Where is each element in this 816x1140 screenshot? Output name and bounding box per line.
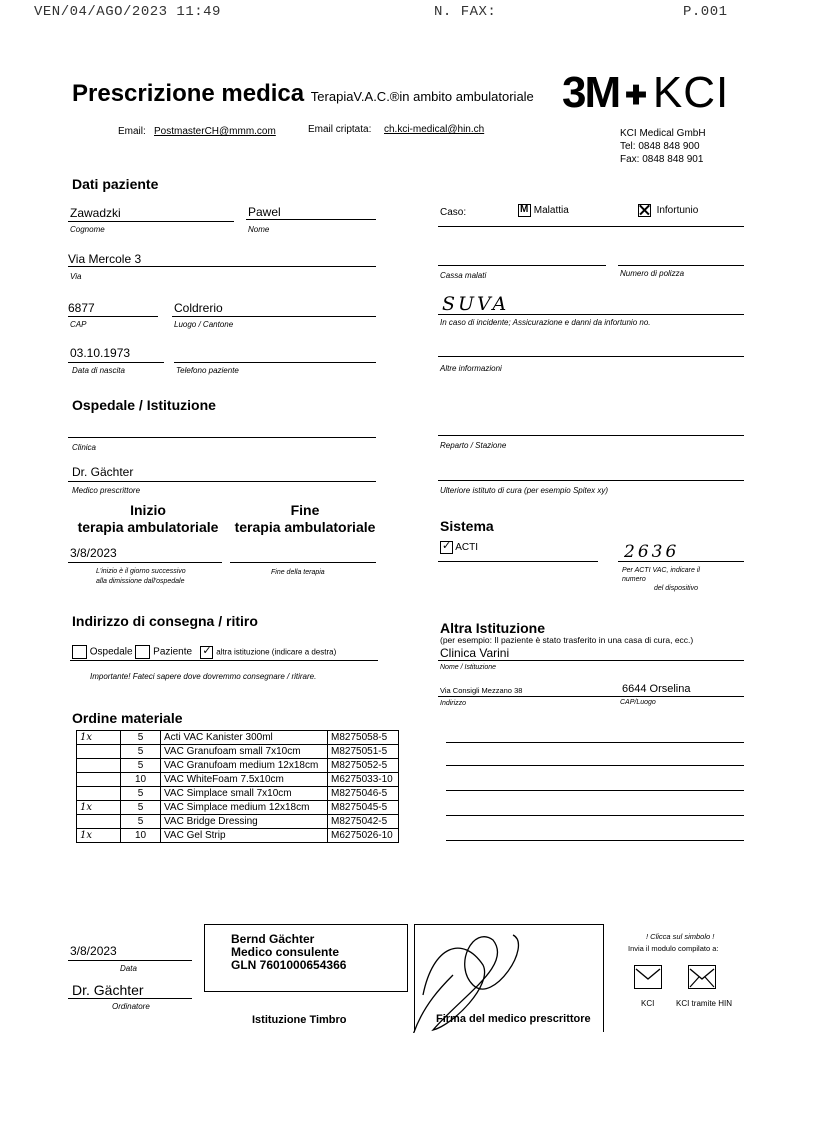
start-note-2: alla dimissione dall'ospedale bbox=[96, 578, 185, 585]
email-enc-label: Email criptata: bbox=[308, 124, 372, 135]
city-line bbox=[172, 316, 376, 317]
start-title-1: Inizio bbox=[130, 502, 166, 518]
send-note-1: ! Clicca sul simbolo ! bbox=[646, 932, 715, 941]
extra-line-4 bbox=[446, 815, 744, 816]
order-code: M8275045-5 bbox=[328, 801, 399, 815]
delivery-hospital-checkbox[interactable] bbox=[72, 645, 87, 659]
phone-line bbox=[174, 362, 376, 363]
title-sub: TerapiaV.A.C.®in ambito ambulatoriale bbox=[310, 89, 534, 104]
order-code: M6275026-10 bbox=[328, 829, 399, 843]
signature-label: Firma del medico prescrittore bbox=[436, 1013, 591, 1025]
email-link[interactable]: PostmasterCH@mmm.com bbox=[154, 126, 276, 137]
department-line bbox=[438, 435, 744, 436]
patient-section-title: Dati paziente bbox=[72, 176, 159, 192]
order-qty[interactable] bbox=[77, 815, 121, 829]
order-code: M8275051-5 bbox=[328, 745, 399, 759]
company-fax: Fax: 0848 848 901 bbox=[620, 154, 704, 165]
other-institution-name[interactable]: Clinica Varini bbox=[440, 646, 510, 660]
other-institution-title: Altra Istituzione bbox=[440, 620, 546, 636]
order-pack: 5 bbox=[121, 731, 161, 745]
surname-line bbox=[68, 221, 234, 222]
table-row bbox=[77, 759, 399, 773]
table-row bbox=[77, 787, 399, 801]
insurer-label: In caso di incidente; Assicurazione e danni da infortunio no. bbox=[440, 318, 651, 327]
company-tel: Tel: 0848 848 900 bbox=[620, 141, 700, 152]
other-institution-address[interactable]: Via Consigli Mezzano 38 bbox=[440, 686, 523, 695]
extra-line-1 bbox=[446, 742, 744, 743]
fax-page: P.001 bbox=[683, 4, 728, 20]
patient-surname[interactable]: Zawadzki bbox=[70, 206, 121, 220]
phone-label: Telefono paziente bbox=[176, 366, 239, 375]
insurer-line bbox=[438, 314, 744, 315]
order-code: M8275052-5 bbox=[328, 759, 399, 773]
clinic-line bbox=[68, 437, 376, 438]
other-zip-city-label: CAP/Luogo bbox=[620, 699, 656, 706]
delivery-section-title: Indirizzo di consegna / ritiro bbox=[72, 613, 258, 629]
order-item: VAC Simplace small 7x10cm bbox=[161, 787, 328, 801]
footer-prescriber-label: Ordinatore bbox=[112, 1002, 150, 1011]
order-qty[interactable]: 1x bbox=[77, 829, 121, 843]
title-main: Prescrizione medica bbox=[72, 80, 305, 107]
order-qty[interactable] bbox=[77, 759, 121, 773]
patient-birthdate[interactable]: 03.10.1973 bbox=[70, 346, 131, 360]
email-label: Email: bbox=[118, 126, 146, 137]
device-note bbox=[622, 566, 700, 593]
kci-label: KCI bbox=[641, 999, 655, 1008]
delivery-other-label: altra istituzione (indicare a destra) bbox=[216, 647, 337, 657]
doctor-label: Medico prescrittore bbox=[72, 486, 141, 495]
name-label: Nome bbox=[248, 225, 270, 234]
zip-label: CAP bbox=[70, 320, 87, 329]
other-info-line bbox=[438, 356, 744, 357]
insurance-label: Cassa malati bbox=[440, 271, 487, 280]
name-line bbox=[246, 219, 376, 220]
orders-table bbox=[76, 730, 399, 843]
footer-date[interactable]: 3/8/2023 bbox=[70, 944, 117, 958]
fax-number: N. FAX: bbox=[434, 4, 497, 20]
table-row bbox=[77, 829, 399, 843]
order-item: VAC Gel Strip bbox=[161, 829, 328, 843]
other-name-line bbox=[438, 660, 744, 661]
device-note-3: del dispositivo bbox=[654, 585, 698, 592]
table-row bbox=[77, 815, 399, 829]
other-address-line bbox=[438, 696, 744, 697]
further-line bbox=[438, 480, 744, 481]
stamp-label: Istituzione Timbro bbox=[252, 1014, 347, 1026]
delivery-patient-label: Paziente bbox=[153, 646, 193, 658]
end-title-2: terapia ambulatoriale bbox=[234, 519, 376, 535]
order-qty[interactable] bbox=[77, 745, 121, 759]
device-note-2: numero bbox=[622, 576, 646, 583]
send-note-2: Invia il modulo compilato a: bbox=[628, 944, 719, 953]
stamp-line-2: Medico consulente bbox=[231, 945, 340, 959]
other-address-label: Indirizzo bbox=[440, 700, 467, 707]
order-qty[interactable]: 1x bbox=[77, 731, 121, 745]
delivery-note: Importante! Fateci sapere dove dovremmo consegnare / ritirare. bbox=[90, 672, 317, 681]
hin-label: KCI tramite HIN bbox=[676, 999, 733, 1008]
order-item: VAC WhiteFoam 7.5x10cm bbox=[161, 773, 328, 787]
case-illness[interactable] bbox=[518, 204, 569, 217]
email-enc-link[interactable]: ch.kci-medical@hin.ch bbox=[384, 124, 485, 135]
therapy-start-date[interactable]: 3/8/2023 bbox=[70, 546, 117, 560]
device-note-1: Per ACTI VAC, indicare il bbox=[622, 567, 700, 574]
footer-prescriber-line bbox=[68, 998, 192, 999]
policy-line bbox=[618, 265, 744, 266]
hospital-doctor[interactable]: Dr. Gächter bbox=[72, 465, 134, 479]
patient-street[interactable]: Via Mercole 3 bbox=[68, 252, 142, 266]
case-accident[interactable] bbox=[638, 204, 698, 217]
order-code: M8275058-5 bbox=[328, 731, 399, 745]
order-qty[interactable] bbox=[77, 773, 121, 787]
footer-date-label: Data bbox=[120, 964, 137, 973]
order-item: VAC Simplace medium 12x18cm bbox=[161, 801, 328, 815]
order-pack: 5 bbox=[121, 815, 161, 829]
order-pack: 5 bbox=[121, 759, 161, 773]
street-label: Via bbox=[70, 272, 82, 281]
further-label: Ulteriore istituto di cura (per esempio Spitex xy) bbox=[440, 486, 609, 495]
extra-line-2 bbox=[446, 765, 744, 766]
order-qty[interactable] bbox=[77, 787, 121, 801]
start-note bbox=[96, 567, 186, 587]
other-info-label: Altre informazioni bbox=[440, 364, 502, 373]
page-title bbox=[72, 80, 534, 108]
device-number[interactable]: 2636 bbox=[624, 542, 680, 562]
footer-date-line bbox=[68, 960, 192, 961]
birthdate-line bbox=[68, 362, 164, 363]
table-row bbox=[77, 731, 399, 745]
patient-name[interactable]: Pawel bbox=[248, 205, 281, 219]
birthdate-label: Data di nascita bbox=[72, 366, 125, 375]
case-label: Caso: bbox=[440, 207, 467, 218]
therapy-start-title bbox=[76, 502, 220, 536]
company-name: KCI Medical GmbH bbox=[620, 128, 706, 139]
insurance-line bbox=[438, 265, 606, 266]
hospital-section-title: Ospedale / Istituzione bbox=[72, 397, 216, 413]
order-item: Acti VAC Kanister 300ml bbox=[161, 731, 328, 745]
order-pack: 10 bbox=[121, 829, 161, 843]
end-note: Fine della terapia bbox=[271, 569, 325, 576]
stamp-line-1: Bernd Gächter bbox=[231, 932, 315, 946]
logo-kci: KCI bbox=[652, 68, 730, 117]
order-qty[interactable]: 1x bbox=[77, 801, 121, 815]
order-pack: 5 bbox=[121, 745, 161, 759]
policy-label: Numero di polizza bbox=[620, 269, 685, 278]
plus-icon: ✚ bbox=[625, 79, 647, 110]
table-row bbox=[77, 745, 399, 759]
clinic-label: Clinica bbox=[72, 443, 97, 452]
department-label: Reparto / Stazione bbox=[440, 441, 507, 450]
delivery-hospital-label: Ospedale bbox=[89, 646, 133, 658]
street-line bbox=[68, 266, 376, 267]
delivery-patient-checkbox[interactable] bbox=[135, 645, 150, 659]
system-section-title: Sistema bbox=[440, 518, 494, 534]
orders-section-title: Ordine materiale bbox=[72, 710, 183, 726]
delivery-line bbox=[70, 660, 378, 661]
accident-label: Infortunio bbox=[656, 205, 699, 217]
kci-mail-icon[interactable] bbox=[634, 965, 662, 989]
city-label: Luogo / Cantone bbox=[174, 320, 234, 329]
order-code: M8275046-5 bbox=[328, 787, 399, 801]
case-line bbox=[438, 226, 744, 227]
hin-mail-icon[interactable] bbox=[688, 965, 716, 989]
order-item: VAC Bridge Dressing bbox=[161, 815, 328, 829]
order-code: M6275033-10 bbox=[328, 773, 399, 787]
order-pack: 5 bbox=[121, 787, 161, 801]
order-code: M8275042-5 bbox=[328, 815, 399, 829]
patient-zip[interactable]: 6877 bbox=[68, 301, 95, 315]
start-title-2: terapia ambulatoriale bbox=[77, 519, 219, 535]
brand-logo bbox=[562, 68, 729, 118]
insurer-value[interactable]: SUVA bbox=[442, 293, 510, 315]
end-date-line bbox=[230, 562, 376, 563]
fax-datetime: VEN/04/AGO/2023 11:49 bbox=[34, 4, 221, 20]
device-line bbox=[618, 561, 744, 562]
end-title-1: Fine bbox=[290, 502, 320, 518]
table-row bbox=[77, 801, 399, 815]
surname-label: Cognome bbox=[70, 225, 105, 234]
logo-3m: 3M bbox=[562, 68, 620, 117]
order-pack: 5 bbox=[121, 801, 161, 815]
therapy-end-title bbox=[234, 502, 376, 536]
other-institution-zip-city[interactable]: 6644 Orselina bbox=[622, 683, 691, 695]
delivery-other-checkbox[interactable] bbox=[200, 646, 213, 659]
order-item: VAC Granufoam medium 12x18cm bbox=[161, 759, 328, 773]
acti-checkbox[interactable] bbox=[440, 541, 453, 554]
table-row bbox=[77, 773, 399, 787]
system-acti[interactable] bbox=[440, 541, 478, 554]
delivery-options bbox=[72, 645, 336, 659]
order-item: VAC Granufoam small 7x10cm bbox=[161, 745, 328, 759]
extra-line-3 bbox=[446, 790, 744, 791]
start-note-1: L'inizio è il giorno successivo bbox=[96, 568, 186, 575]
acti-label: ACTI bbox=[455, 542, 479, 554]
start-date-line bbox=[68, 562, 222, 563]
institution-stamp[interactable] bbox=[204, 924, 408, 992]
zip-line bbox=[68, 316, 158, 317]
stamp-line-3: GLN 7601000654366 bbox=[231, 958, 347, 972]
doctor-line bbox=[68, 481, 376, 482]
other-name-label: Nome / Istituzione bbox=[440, 664, 497, 671]
other-institution-example: (per esempio: Il paziente è stato trasferito in una casa di cura, ecc.) bbox=[440, 635, 694, 645]
illness-label: Malattia bbox=[533, 205, 569, 217]
patient-city[interactable]: Coldrerio bbox=[174, 301, 223, 315]
order-pack: 10 bbox=[121, 773, 161, 787]
extra-line-5 bbox=[446, 840, 744, 841]
accident-checkbox[interactable] bbox=[638, 204, 651, 217]
system-line bbox=[438, 561, 598, 562]
footer-prescriber[interactable]: Dr. Gächter bbox=[72, 982, 144, 998]
illness-checkbox[interactable] bbox=[518, 204, 531, 217]
